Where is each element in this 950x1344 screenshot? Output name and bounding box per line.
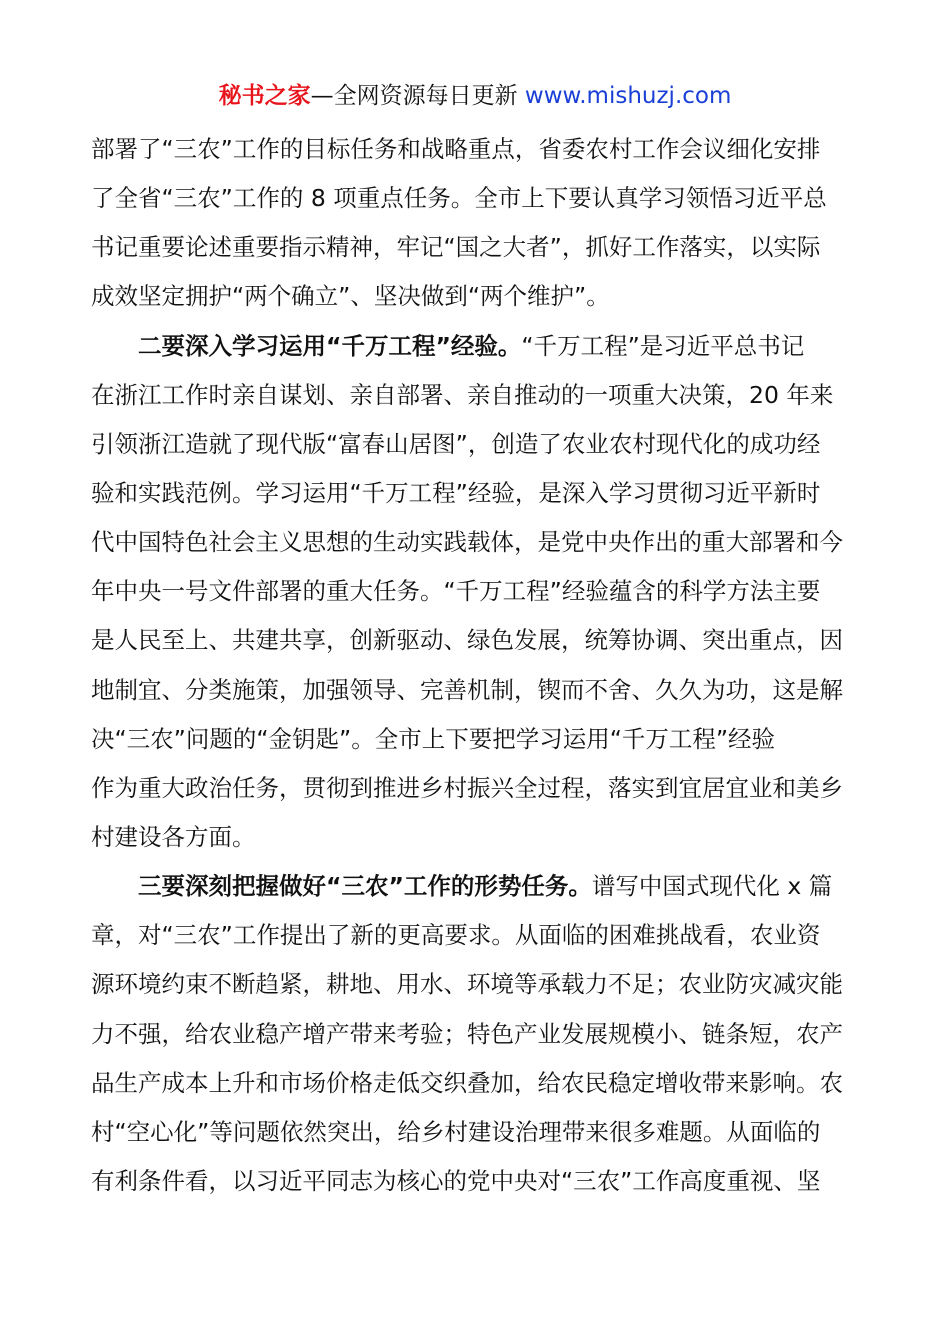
text-line [91, 174, 861, 223]
site-url-link[interactable]: www.mishuzj.com [524, 83, 732, 109]
text-line [91, 911, 861, 960]
line-text: 验和实践范例。学习运用“千万工程”经验，是深入学习贯彻习近平新时 [91, 478, 821, 507]
line-text: 谱写中国式现代化 x 篇 [591, 872, 833, 901]
text-line [91, 518, 861, 567]
site-header [0, 80, 950, 112]
line-text: 是人民至上、共建共享，创新驱动、绿色发展，统筹协调、突出重点，因 [91, 626, 843, 655]
line-text: 源环境约束不断趋紧，耕地、用水、环境等承载力不足；农业防灾减灾能 [91, 970, 843, 999]
line-text: 品生产成本上升和市场价格走低交织叠加，给农民稳定增收带来影响。农 [91, 1068, 843, 1097]
line-text: 了全省“三农”工作的 8 项重点任务。全市上下要认真学习领悟习近平总 [91, 184, 827, 213]
text-line [91, 715, 861, 764]
line-text: 章，对“三农”工作提出了新的更高要求。从面临的困难挑战看，农业资 [91, 921, 821, 950]
line-text: 部署了“三农”工作的目标任务和战略重点，省委农村工作会议细化安排 [91, 135, 821, 163]
line-text: 地制宜、分类施策，加强领导、完善机制，锲而不舍、久久为功，这是解 [91, 675, 843, 704]
text-line [91, 764, 861, 813]
document-body [91, 125, 861, 1206]
line-text: 村建设各方面。 [91, 822, 256, 851]
text-line [91, 125, 861, 174]
line-text: 力不强，给农业稳产增产带来考验；特色产业发展规模小、链条短，农产 [91, 1019, 843, 1048]
line-text: 决“三农”问题的“金钥匙”。全市上下要把学习运用“千万工程”经验 [91, 724, 776, 753]
line-text: 代中国特色社会主义思想的生动实践载体，是党中央作出的重大部署和今 [91, 528, 843, 557]
text-line [91, 1010, 861, 1059]
text-line [91, 223, 861, 272]
brand-name: 秘书之家 [218, 83, 311, 109]
text-line [91, 272, 861, 321]
text-line [91, 371, 861, 420]
line-text: 书记重要论述重要指示精神，牢记“国之大者”，抓好工作落实，以实际 [91, 233, 821, 262]
line-text: 成效坚定拥护“两个确立”、坚决做到“两个维护”。 [91, 282, 610, 311]
text-line [91, 862, 861, 911]
text-line [91, 322, 861, 371]
text-line [91, 813, 861, 862]
text-line [91, 567, 861, 616]
section-heading: 三要深刻把握做好“三农”工作的形势任务。 [138, 872, 592, 901]
line-text: 有利条件看，以习近平同志为核心的党中央对“三农”工作高度重视、坚 [91, 1166, 821, 1195]
text-line [91, 469, 861, 518]
section-heading: 二要深入学习运用“千万工程”经验。 [138, 331, 522, 360]
line-text: 作为重大政治任务，贯彻到推进乡村振兴全过程，落实到宜居宜业和美乡 [91, 773, 843, 802]
line-text: “千万工程”是习近平总书记 [521, 331, 805, 360]
text-line [91, 960, 861, 1009]
text-line [91, 1059, 861, 1108]
header-tagline: —全网资源每日更新 [310, 83, 518, 109]
text-line [91, 1157, 861, 1206]
line-text: 在浙江工作时亲自谋划、亲自部署、亲自推动的一项重大决策，20 年来 [91, 380, 834, 409]
text-line [91, 616, 861, 665]
text-line [91, 1108, 861, 1157]
line-text: 村“空心化”等问题依然突出，给乡村建设治理带来很多难题。从面临的 [91, 1117, 821, 1146]
line-text: 引领浙江造就了现代版“富春山居图”，创造了农业农村现代化的成功经 [91, 429, 821, 458]
text-line [91, 666, 861, 715]
text-line [91, 420, 861, 469]
line-text: 年中央一号文件部署的重大任务。“千万工程”经验蕴含的科学方法主要 [91, 577, 821, 606]
